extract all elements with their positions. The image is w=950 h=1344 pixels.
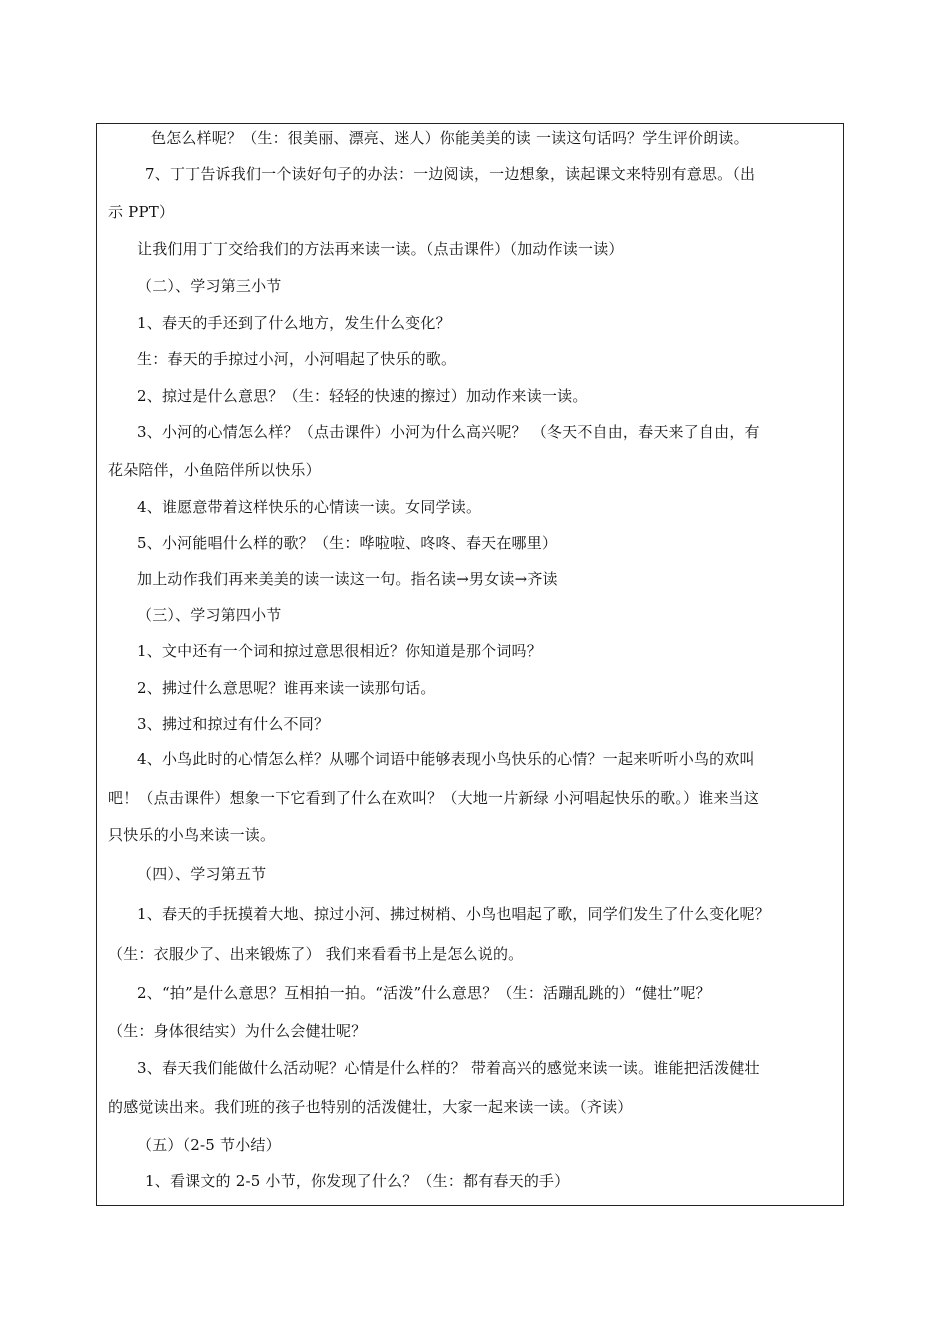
text-line: 1、文中还有一个词和掠过意思很相近？你知道是那个词吗？ — [137, 642, 542, 660]
text-line: 1、春天的手抚摸着大地、掠过小河、拂过树梢、小鸟也唱起了歌，同学们发生了什么变化呢？ — [137, 905, 770, 923]
text-line: 2、“拍”是什么意思？互相拍一拍。“活泼”什么意思？（生：活蹦乱跳的）“健壮”呢？ — [137, 984, 711, 1002]
text-line: （生：身体很结实）为什么会健壮呢？ — [108, 1022, 367, 1040]
text-line: 2、拂过什么意思呢？谁再来读一读那句话。 — [137, 679, 436, 697]
text-line: 吧！（点击课件）想象一下它看到了什么在欢叫？（大地一片新绿 小河唱起快乐的歌。）谁来当这 — [108, 789, 760, 807]
text-line: 示 PPT） — [108, 203, 175, 221]
section-heading: （二）、学习第三小节 — [137, 277, 282, 295]
text-line: 3、春天我们能做什么活动呢？心情是什么样的？ 带着高兴的感觉来读一读。谁能把活泼健壮 — [137, 1059, 760, 1077]
text-line: 4、小鸟此时的心情怎么样？从哪个词语中能够表现小鸟快乐的心情？一起来听听小鸟的欢叫 — [137, 750, 755, 768]
text-line: 7、丁丁告诉我们一个读好句子的办法：一边阅读，一边想象，读起课文来特别有意思。（出 — [145, 165, 756, 183]
section-heading: （五）（2-5 节小结） — [137, 1136, 281, 1154]
text-line: 生：春天的手掠过小河，小河唱起了快乐的歌。 — [137, 350, 457, 368]
text-line: 让我们用丁丁交给我们的方法再来读一读。（点击课件）（加动作读一读） — [137, 240, 624, 258]
text-line: 花朵陪伴，小鱼陪伴所以快乐） — [108, 461, 321, 479]
text-line: 的感觉读出来。我们班的孩子也特别的活泼健壮，大家一起来读一读。（齐读） — [108, 1098, 633, 1116]
text-line: 加上动作我们再来美美的读一读这一句。指名读→男女读→齐读 — [137, 570, 558, 588]
text-line: 只快乐的小鸟来读一读。 — [108, 826, 276, 844]
text-line: 3、小河的心情怎么样？（点击课件）小河为什么高兴呢？ （冬天不自由，春天来了自由，有 — [137, 423, 760, 441]
section-heading: （三）、学习第四小节 — [137, 606, 282, 624]
text-line: 1、看课文的 2-5 小节，你发现了什么？（生：都有春天的手） — [145, 1172, 570, 1190]
section-heading: （四）、学习第五节 — [137, 865, 267, 883]
text-line: 1、春天的手还到了什么地方，发生什么变化？ — [137, 314, 451, 332]
text-line: （生：衣服少了、出来锻炼了） 我们来看看书上是怎么说的。 — [108, 945, 524, 963]
text-line: 2、掠过是什么意思？（生：轻轻的快速的擦过）加动作来读一读。 — [137, 387, 588, 405]
text-line: 4、谁愿意带着这样快乐的心情读一读。女同学读。 — [137, 498, 482, 516]
text-line: 色怎么样呢？（生：很美丽、漂亮、迷人）你能美美的读 一读这句话吗？学生评价朗读。 — [151, 129, 749, 147]
text-line: 5、小河能唱什么样的歌？（生：哗啦啦、咚咚、春天在哪里） — [137, 534, 558, 552]
text-line: 3、拂过和掠过有什么不同？ — [137, 715, 330, 733]
